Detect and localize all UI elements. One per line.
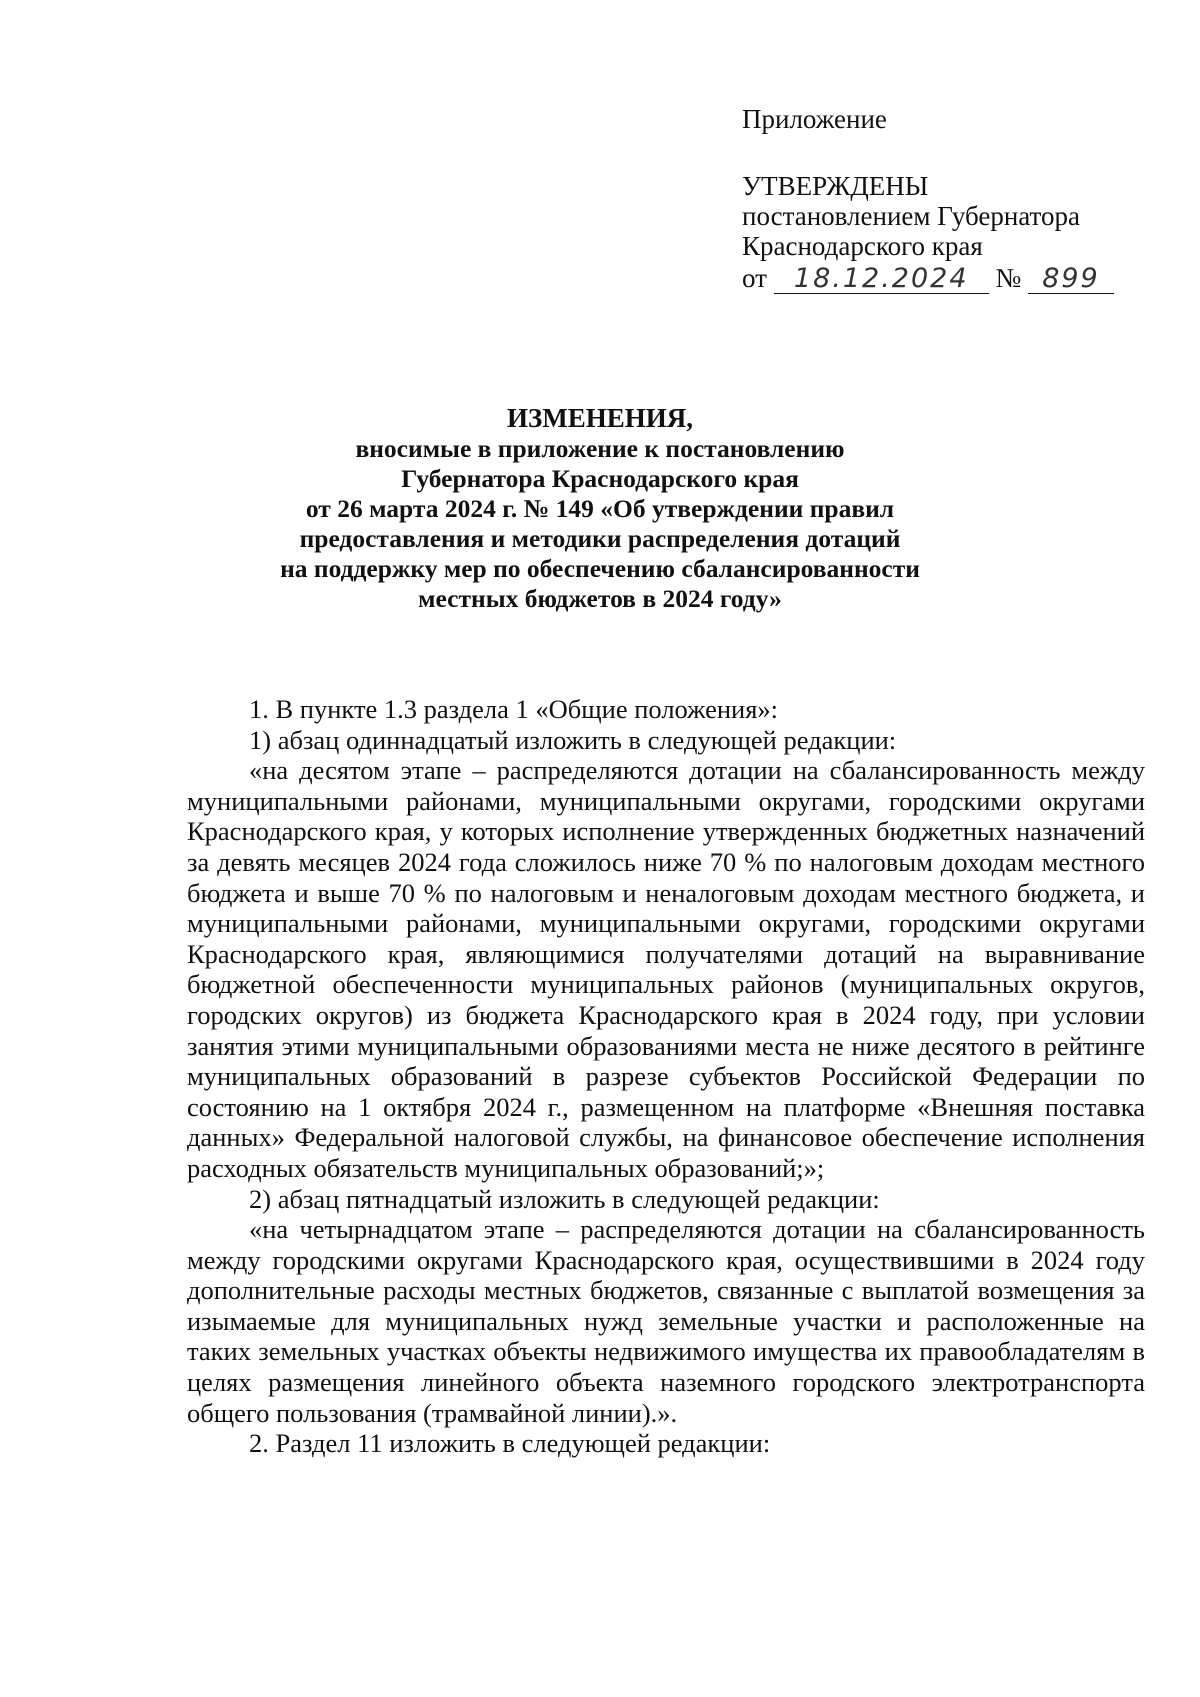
title-line: от 26 марта 2024 г. № 149 «Об утверждении правил [305,494,895,523]
quoted-paragraph: «на четырнадцатом этапе – распределяются дотации на сбалансированность между городскими округами Краснодарского края, осуществившими в 2024 году дополнительные расходы местных бюджетов, связанные с выплатой возмещения за изымаемые для муниципальных нужд земельные участки и расположенные на таких земельных участках объекты недвижимого имущества их правообладателям в целях размещения линейного объекта наземного городского электротранспорта общего пользования (трамвайной линии).». [187,1214,1145,1428]
approved-by-line-1: постановлением Губернатора [742,201,1080,231]
paragraph: 1. В пункте 1.3 раздела 1 «Общие положения»: [249,694,779,724]
title-line: предоставления и методики распределения дотаций [299,524,901,553]
approved-label: УТВЕРЖДЕНЫ [742,171,929,201]
paragraph: 1) абзац одиннадцатый изложить в следующей редакции: [249,724,897,755]
paragraph: 2. Раздел 11 изложить в следующей редакции: [249,1428,771,1459]
number-prefix: № [995,263,1022,293]
handwritten-number: 899 [1028,265,1114,294]
appendix-label: Приложение [742,104,887,134]
document-title [100,402,1100,614]
paragraph: 2) абзац пятнадцатый изложить в следующей редакции: [249,1183,880,1214]
date-number-line [742,263,1162,294]
document-body [187,694,1145,1459]
date-prefix: от [742,263,767,293]
approved-by-line-2: Краснодарского края [742,231,983,261]
title-line: Губернатора Краснодарского края [401,464,799,493]
title-line: местных бюджетов в 2024 году» [418,584,782,613]
handwritten-date: 18.12.2024 [774,265,989,294]
title-line: вносимые в приложение к постановлению [355,434,845,463]
quoted-paragraph: «на десятом этапе – распределяются дотации на сбалансированность между муниципальными районами, муниципальными округами, городскими округами Краснодарского края, у которых исполнение утвержденных бюджетных назначений за девять месяцев 2024 года сложилось ниже 70 % по налоговым доходам местного бюджета и выше 70 % по налоговым и неналоговым доходам местного бюджета, и муниципальными районами, муниципальными округами, городскими округами Краснодарского края, являющимися получателями дотаций на выравнивание бюджетной обеспеченности муниципальных районов (муниципальных округов, городских округов) из бюджета Краснодарского края в 2024 году, при условии занятия этими муниципальными образованиями места не ниже десятого в рейтинге муниципальных образований в разрезе субъектов Российской Федерации по состоянию на 1 октября 2024 г., размещенном на платформе «Внешняя поставка данных» Федеральной налоговой службы, на финансовое обеспечение исполнения расходных обязательств муниципальных образований;»; [187,755,1145,1183]
approval-block [742,104,1162,294]
title-line: на поддержку мер по обеспечению сбалансированности [280,554,920,583]
title-main: ИЗМЕНЕНИЯ, [506,403,693,433]
